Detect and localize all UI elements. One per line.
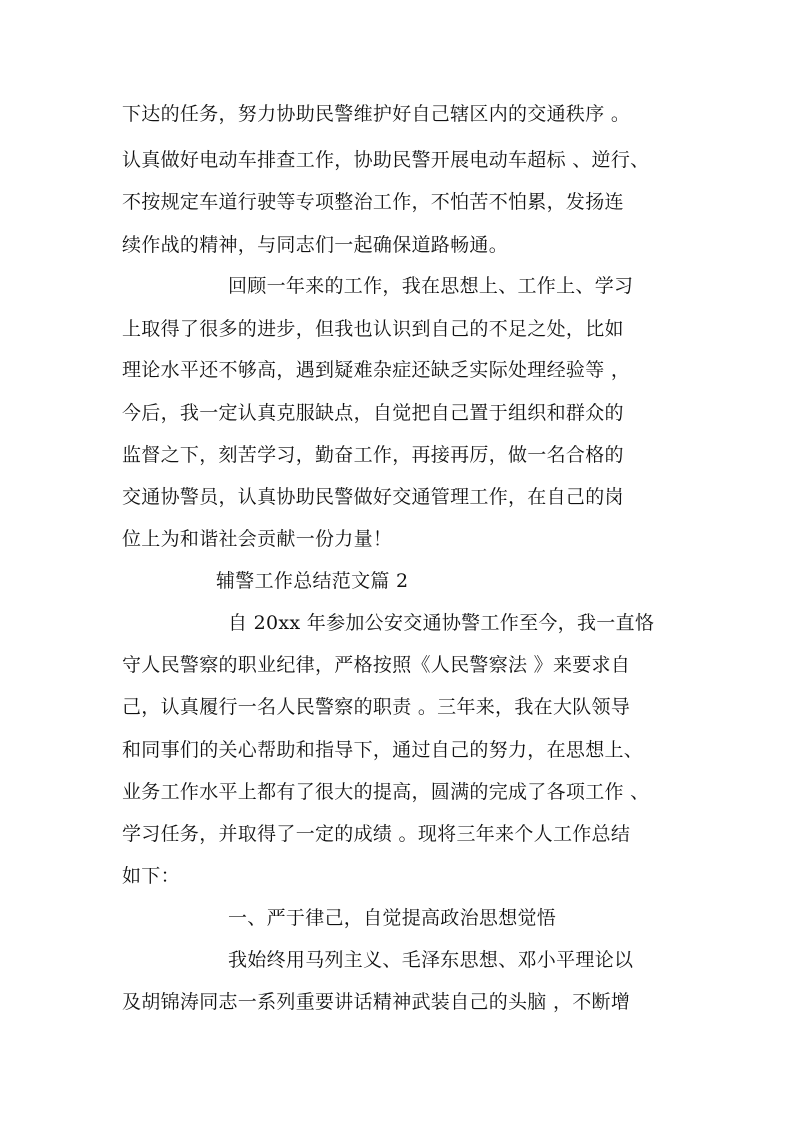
text-line: 业务工作水平上都有了很大的提高，圆满的完成了各项工作 、 bbox=[122, 781, 650, 803]
text-line: 学习任务，并取得了一定的成绩 。现将三年来个人工作总结 bbox=[122, 823, 631, 845]
text-line: 不按规定车道行驶等专项整治工作，不怕苦不怕累，发扬连 bbox=[122, 191, 624, 213]
text-line: 认真做好电动车排查工作，协助民警开展电动车超标 、逆行、 bbox=[122, 149, 650, 171]
text-line: 监督之下，刻苦学习，勤奋工作，再接再厉，做一名合格的 bbox=[122, 444, 624, 466]
text-line: 今后，我一定认真克服缺点，自觉把自己置于组织和群众的 bbox=[122, 402, 624, 424]
text-line: 如下： bbox=[122, 865, 180, 887]
text-line: 上取得了很多的进步，但我也认识到自己的不足之处，比如 bbox=[122, 318, 624, 340]
text-line: 及胡锦涛同志一系列重要讲话精神武装自己的头脑 ，不断增 bbox=[122, 991, 631, 1013]
paragraph-first-line: 回顾一年来的工作，我在思想上、工作上、学习 bbox=[228, 275, 634, 297]
text-line: 守人民警察的职业纪律，严格按照《人民警察法 》来要求自 bbox=[122, 654, 631, 676]
text-line: 理论水平还不够高，遇到疑难杂症还缺乏实际处理经验等 ， bbox=[122, 359, 631, 381]
section-heading: 辅警工作总结范文篇 2 bbox=[216, 570, 409, 592]
text-line: 己，认真履行一名人民警察的职责 。三年来，我在大队领导 bbox=[122, 696, 631, 718]
subsection-heading: 一、严于律己，自觉提高政治思想觉悟 bbox=[228, 907, 557, 929]
text-line: 续作战的精神，与同志们一起确保道路畅通。 bbox=[122, 234, 509, 256]
text-line: 下达的任务，努力协助民警维护好自己辖区内的交通秩序 。 bbox=[122, 103, 631, 125]
text-line: 和同事们的关心帮助和指导下，通过自己的努力，在思想上、 bbox=[122, 739, 644, 761]
paragraph-first-line: 我始终用马列主义、毛泽东思想、邓小平理论以 bbox=[228, 949, 634, 971]
text-line: 交通协警员，认真协助民警做好交通管理工作，在自己的岗 bbox=[122, 486, 624, 508]
text-line: 位上为和谐社会贡献一份力量！ bbox=[122, 528, 393, 550]
paragraph-first-line: 自 20xx 年参加公安交通协警工作至今，我一直恪 bbox=[228, 612, 655, 634]
